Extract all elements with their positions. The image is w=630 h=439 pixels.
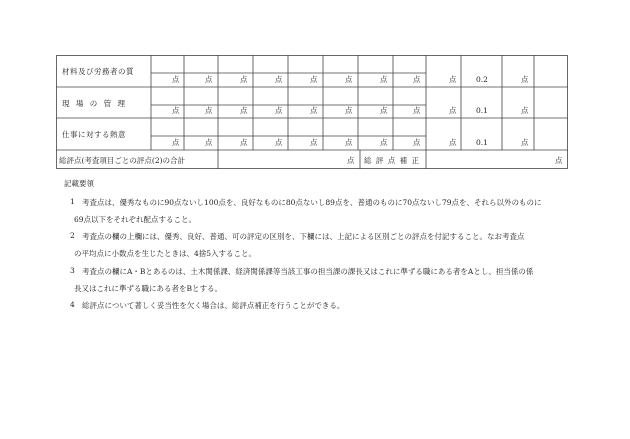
note-number: 2 xyxy=(70,231,75,240)
average-unit: 点 xyxy=(449,138,457,147)
note-number: 1 xyxy=(70,197,75,206)
note-text: 総評点について著しく妥当性を欠く場合は、総評点補正を行うことができる。 xyxy=(82,301,345,310)
score-unit: 点 xyxy=(345,138,353,147)
average-unit: 点 xyxy=(449,75,457,84)
score-unit: 点 xyxy=(275,75,283,84)
score-unit: 点 xyxy=(310,75,318,84)
score-unit: 点 xyxy=(380,138,388,147)
evaluation-table xyxy=(56,55,568,169)
note-number: 4 xyxy=(70,300,75,309)
score-unit: 点 xyxy=(413,138,421,147)
row-label: 現 場 の 管 理 xyxy=(62,99,128,108)
correction-unit: 点 xyxy=(555,156,563,165)
score-unit: 点 xyxy=(413,106,421,115)
score-unit: 点 xyxy=(275,138,283,147)
result-unit: 点 xyxy=(521,75,529,84)
row-label: 仕事に対する熱意 xyxy=(62,130,126,139)
score-unit: 点 xyxy=(205,106,213,115)
row-label: 材料及び労務者の質 xyxy=(62,67,134,76)
score-unit: 点 xyxy=(310,106,318,115)
score-unit: 点 xyxy=(240,106,248,115)
weight-rate: 0.1 xyxy=(476,106,488,115)
score-unit: 点 xyxy=(413,75,421,84)
total-unit: 点 xyxy=(347,156,355,165)
score-unit: 点 xyxy=(240,138,248,147)
correction-label: 総 評 点 補 正 xyxy=(364,156,421,165)
weight-rate: 0.1 xyxy=(476,138,488,147)
note-text: 考査点の欄の上欄には、優秀、良好、普通、可の評定の区別を、下欄には、上記による区別ごとの評点を付記すること。なお考査点 xyxy=(82,232,525,241)
result-unit: 点 xyxy=(521,106,529,115)
notes-heading: 記載要領 xyxy=(64,179,94,188)
average-unit: 点 xyxy=(449,106,457,115)
score-unit: 点 xyxy=(205,75,213,84)
note-text: 69点以下をそれぞれ配点すること。 xyxy=(74,215,197,224)
score-unit: 点 xyxy=(172,138,180,147)
note-text: 長又はこれに準ずる職にある者をBとする。 xyxy=(74,284,223,293)
score-unit: 点 xyxy=(310,138,318,147)
note-number: 3 xyxy=(70,266,75,275)
score-unit: 点 xyxy=(275,106,283,115)
score-unit: 点 xyxy=(345,106,353,115)
score-unit: 点 xyxy=(172,106,180,115)
note-text: 考査点は、優秀なものに90点ないし100点を、良好なものに80点ないし89点を、普通のものに70点ないし79点を、それら以外のものに xyxy=(82,198,542,207)
result-unit: 点 xyxy=(521,138,529,147)
total-label: 総評点(考査項目ごとの評点(2)の合計 xyxy=(59,156,186,165)
score-unit: 点 xyxy=(380,106,388,115)
score-unit: 点 xyxy=(345,75,353,84)
score-unit: 点 xyxy=(172,75,180,84)
score-unit: 点 xyxy=(380,75,388,84)
note-text: の平均点に小数点を生じたときは、4捨5入すること。 xyxy=(74,249,257,258)
weight-rate: 0.2 xyxy=(476,75,488,84)
note-text: 考査点の欄にA・Bとあるのは、土木関係課、経済関係課等当該工事の担当課の課長又はこれに準ずる職にある者をAとし、担当係の係 xyxy=(82,267,534,276)
score-unit: 点 xyxy=(240,75,248,84)
score-unit: 点 xyxy=(205,138,213,147)
